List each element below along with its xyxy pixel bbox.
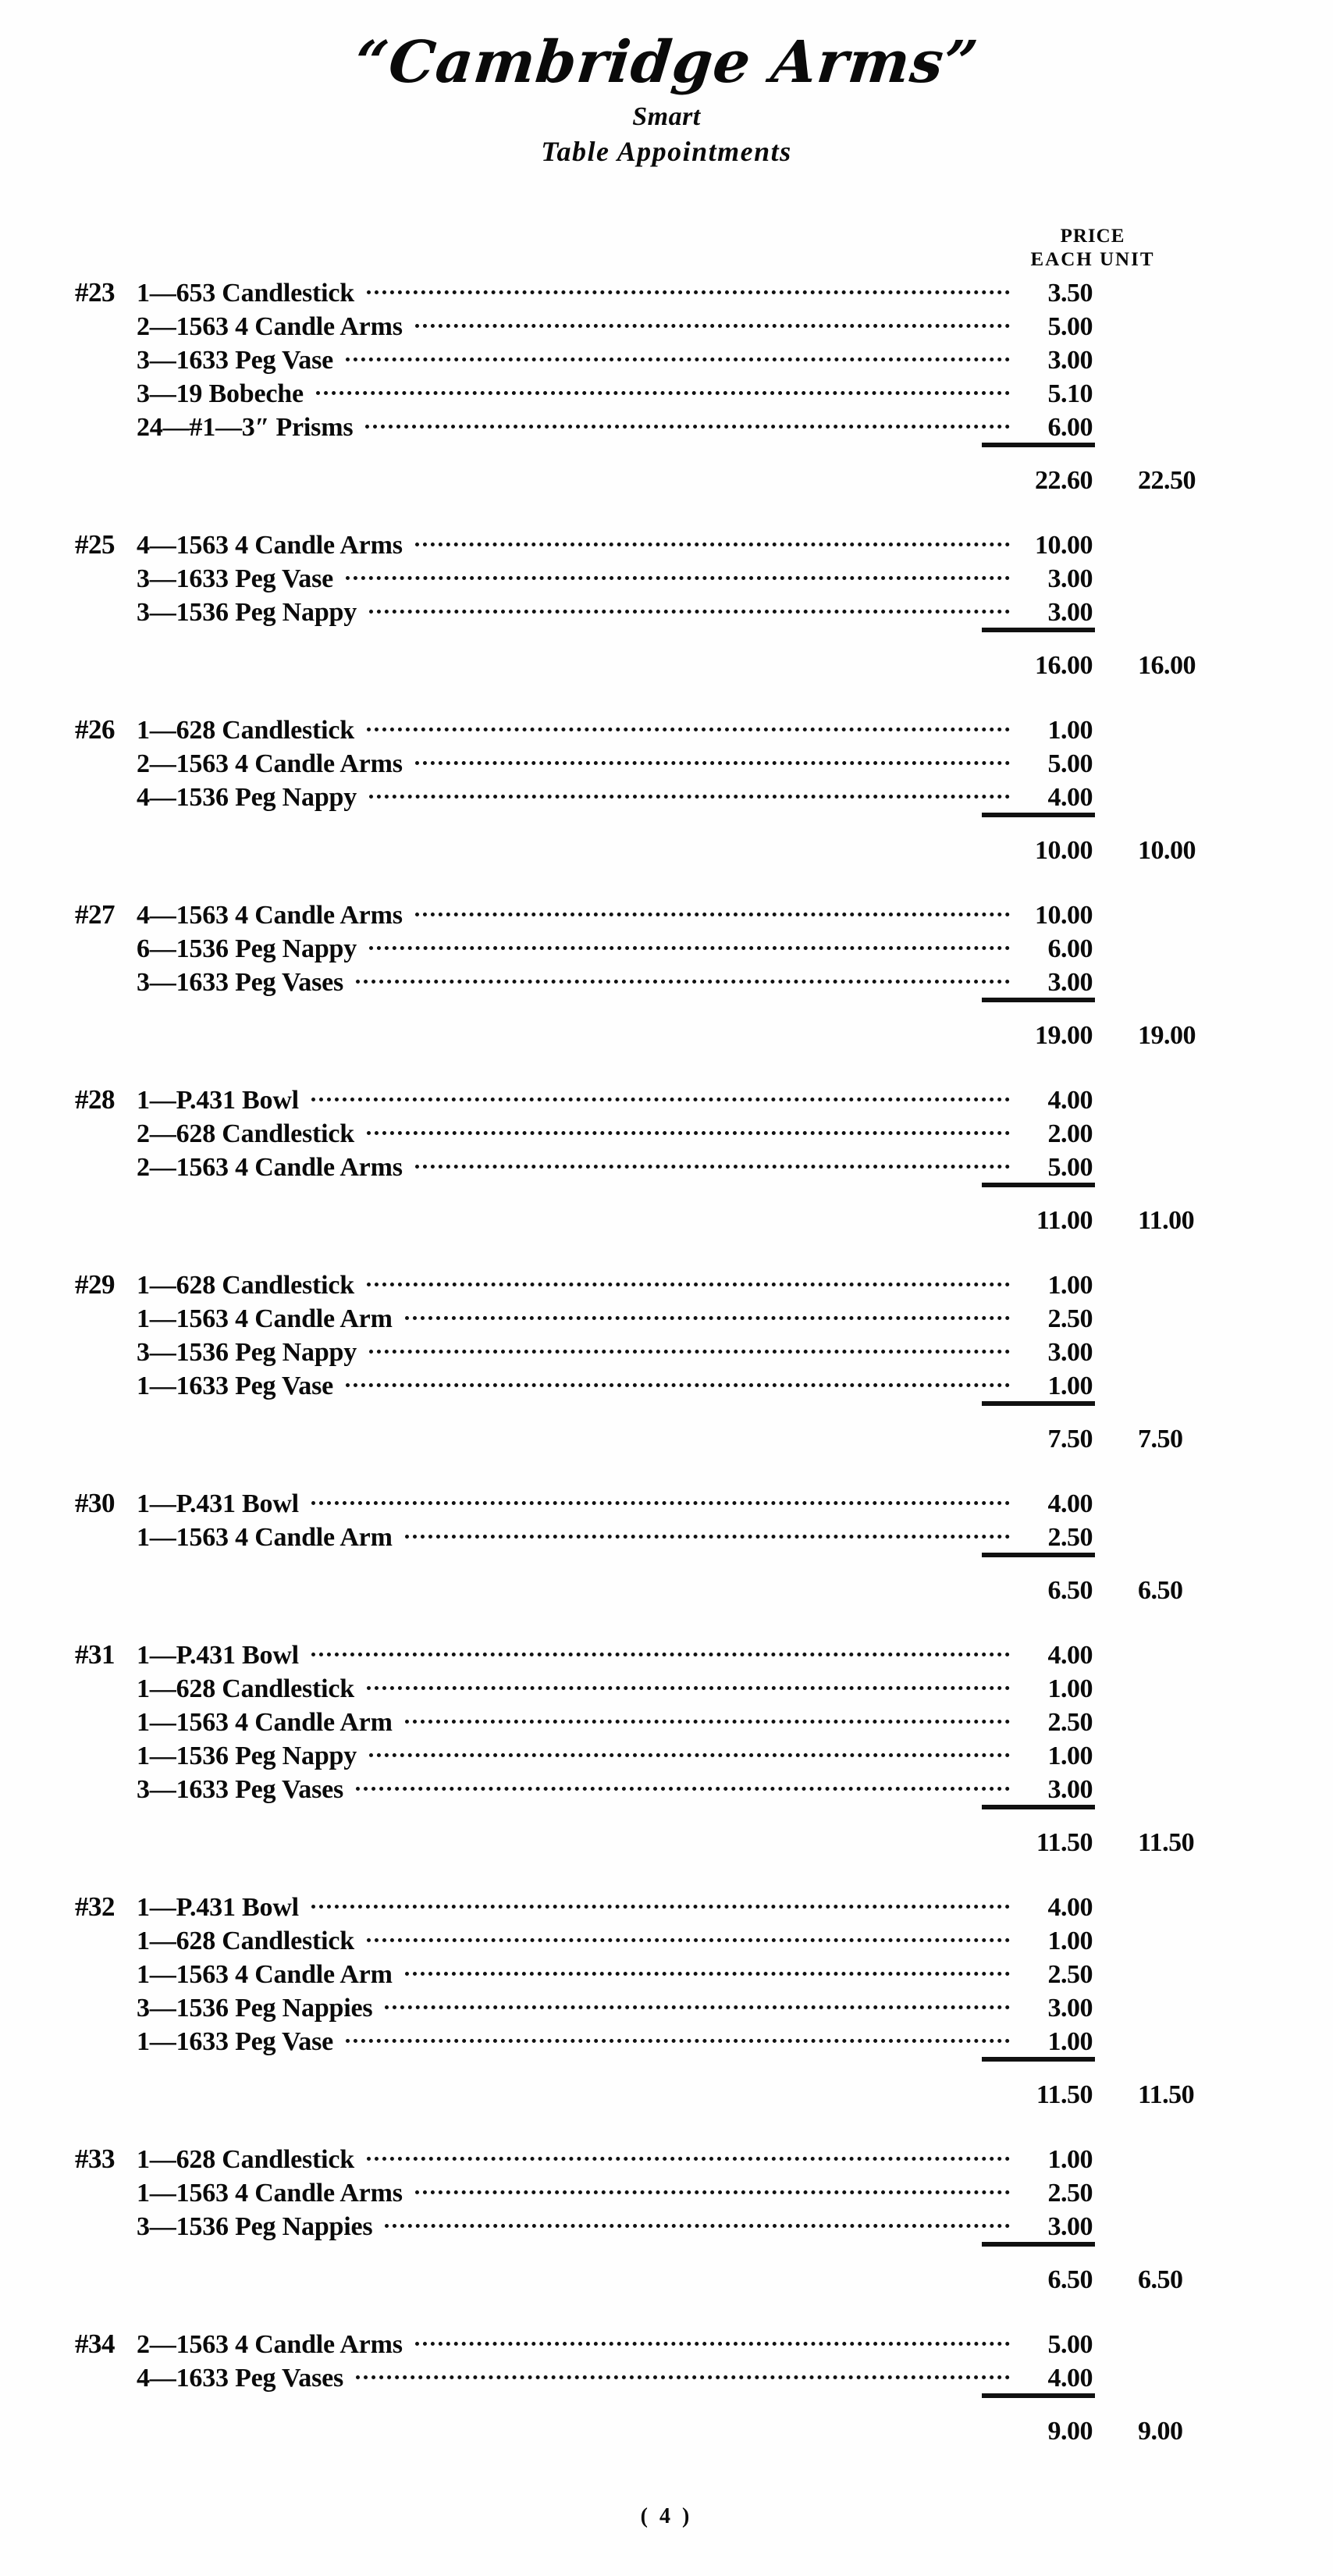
rule-spacer — [0, 998, 1021, 1021]
item-amount: 3.00 — [1047, 1775, 1093, 1804]
set-number: #29 — [75, 1269, 115, 1300]
price-header-line-2: EACH UNIT — [1030, 248, 1155, 270]
rule-spacer — [0, 2242, 1021, 2265]
set-unit-price: 7.50 — [1138, 1425, 1183, 1453]
item-row — [0, 2326, 1333, 2360]
item-amount: 2.50 — [1047, 1960, 1093, 1989]
rule-line — [982, 1805, 1095, 1809]
item-description: 4—1536 Peg Nappy — [137, 783, 357, 812]
set-block — [0, 712, 1333, 897]
item-amount: 10.00 — [1035, 531, 1093, 560]
item-description: 1—628 Candlestick — [137, 1271, 355, 1300]
item-row — [0, 1519, 1333, 1553]
subtotal-rule — [1021, 2393, 1138, 2417]
total-row — [0, 466, 1333, 507]
set-total: 6.50 — [1047, 2265, 1093, 2294]
rule-unit-spacer — [1138, 1553, 1333, 1576]
set-number: #25 — [75, 529, 115, 560]
item-amount: 4.00 — [1047, 1893, 1093, 1922]
set-unit-price: 11.50 — [1138, 1828, 1195, 1857]
item-row — [0, 1704, 1333, 1738]
total-row — [0, 1425, 1333, 1465]
item-amount: 2.50 — [1047, 2179, 1093, 2208]
rule-unit-spacer — [1138, 1183, 1333, 1206]
dot-leader — [346, 2023, 1010, 2050]
total-row — [0, 2080, 1333, 2121]
rule-line — [982, 1553, 1095, 1557]
item-description: 3—19 Bobeche — [137, 379, 304, 408]
subtotal-rule — [1021, 2057, 1138, 2080]
item-row — [0, 1082, 1333, 1115]
set-unit-price: 19.00 — [1138, 1021, 1196, 1050]
item-amount: 2.50 — [1047, 1523, 1093, 1552]
dot-leader — [316, 375, 1010, 402]
rule-spacer — [0, 2393, 1021, 2417]
set-block — [0, 527, 1333, 712]
rule-spacer — [0, 1553, 1021, 1576]
dot-leader — [311, 1485, 1010, 1512]
rule-spacer — [0, 1401, 1021, 1425]
dot-leader — [405, 1519, 1010, 1546]
subtotal-rule-row — [0, 998, 1333, 1021]
set-block — [0, 1267, 1333, 1485]
total-row — [0, 651, 1333, 692]
item-description: 3—1633 Peg Vases — [137, 1775, 344, 1804]
subtotal-rule — [1021, 998, 1138, 1021]
subtotal-rule-row — [0, 1183, 1333, 1206]
subtotal-rule-row — [0, 1805, 1333, 1828]
dot-leader — [415, 308, 1010, 335]
rule-line — [982, 813, 1095, 817]
item-description: 1—1633 Peg Vase — [137, 2027, 334, 2056]
item-description: 3—1536 Peg Nappy — [137, 598, 357, 627]
item-description: 4—1563 4 Candle Arms — [137, 901, 403, 930]
dot-leader — [369, 594, 1010, 621]
dot-leader — [356, 2360, 1010, 2386]
rule-line — [982, 1183, 1095, 1187]
item-amount: 3.00 — [1047, 968, 1093, 997]
item-amount: 3.00 — [1047, 1994, 1093, 2023]
item-amount: 1.00 — [1047, 1742, 1093, 1770]
rule-line — [982, 2242, 1095, 2247]
item-row — [0, 1267, 1333, 1300]
dot-leader — [311, 1637, 1010, 1663]
item-amount: 4.00 — [1047, 2364, 1093, 2393]
set-block — [0, 2326, 1333, 2478]
item-description: 1—628 Candlestick — [137, 2145, 355, 2174]
set-number: #33 — [75, 2144, 115, 2174]
set-list — [0, 275, 1333, 2478]
set-gap — [0, 1062, 1333, 1082]
set-total: 16.00 — [1035, 651, 1093, 680]
set-total: 11.00 — [1036, 1206, 1093, 1235]
dot-leader — [385, 1990, 1010, 2016]
item-row — [0, 964, 1333, 998]
item-row — [0, 1334, 1333, 1368]
dot-leader — [415, 897, 1010, 923]
dot-leader — [367, 2141, 1010, 2168]
item-amount: 5.00 — [1047, 1153, 1093, 1182]
brand-title: “Cambridge Arms” — [351, 29, 982, 96]
set-gap — [0, 2457, 1333, 2478]
item-description: 1—P.431 Bowl — [137, 1893, 299, 1922]
set-gap — [0, 1247, 1333, 1267]
item-row — [0, 1637, 1333, 1670]
set-gap — [0, 692, 1333, 712]
dot-leader — [367, 712, 1010, 738]
item-amount: 3.50 — [1047, 279, 1093, 308]
set-gap — [0, 2306, 1333, 2326]
subtotal-rule — [1021, 2242, 1138, 2265]
item-description: 1—1536 Peg Nappy — [137, 1742, 357, 1770]
dot-leader — [405, 1956, 1010, 1983]
set-unit-price: 6.50 — [1138, 2265, 1183, 2294]
item-amount: 10.00 — [1035, 901, 1093, 930]
item-description: 1—628 Candlestick — [137, 1927, 355, 1955]
dot-leader — [346, 1368, 1010, 1394]
item-amount: 1.00 — [1047, 716, 1093, 745]
subtotal-rule — [1021, 1553, 1138, 1576]
subtotal-rule-row — [0, 1553, 1333, 1576]
item-row — [0, 409, 1333, 443]
dot-leader — [367, 1670, 1010, 1697]
item-amount: 3.00 — [1047, 598, 1093, 627]
item-amount: 1.00 — [1047, 1927, 1093, 1955]
set-gap — [0, 1465, 1333, 1485]
dot-leader — [367, 1115, 1010, 1142]
rule-line — [982, 2393, 1095, 2398]
set-block — [0, 1485, 1333, 1637]
dot-leader — [415, 527, 1010, 553]
rule-unit-spacer — [1138, 2057, 1333, 2080]
set-number: #26 — [75, 714, 115, 745]
set-unit-price: 6.50 — [1138, 1576, 1183, 1605]
item-description: 1—1563 4 Candle Arm — [137, 1960, 393, 1989]
total-row — [0, 1206, 1333, 1247]
item-row — [0, 2360, 1333, 2393]
item-row — [0, 1889, 1333, 1923]
item-amount: 3.00 — [1047, 2212, 1093, 2241]
set-gap — [0, 1869, 1333, 1889]
set-number: #31 — [75, 1639, 115, 1670]
item-amount: 2.50 — [1047, 1708, 1093, 1737]
rule-line — [982, 1401, 1095, 1406]
rule-unit-spacer — [1138, 2242, 1333, 2265]
subtotal-rule-row — [0, 813, 1333, 836]
set-gap — [0, 2121, 1333, 2141]
item-amount: 3.00 — [1047, 564, 1093, 593]
item-row — [0, 1990, 1333, 2023]
item-row — [0, 1956, 1333, 1990]
item-amount: 5.00 — [1047, 2330, 1093, 2359]
dot-leader — [311, 1082, 1010, 1108]
item-row — [0, 308, 1333, 342]
rule-spacer — [0, 1183, 1021, 1206]
item-row — [0, 2023, 1333, 2057]
subtotal-rule — [1021, 813, 1138, 836]
item-amount: 3.00 — [1047, 1338, 1093, 1367]
set-total: 9.00 — [1047, 2417, 1093, 2446]
subtotal-rule-row — [0, 2242, 1333, 2265]
item-row — [0, 1368, 1333, 1401]
item-amount: 2.50 — [1047, 1304, 1093, 1333]
set-unit-price: 16.00 — [1138, 651, 1196, 680]
item-amount: 1.00 — [1047, 1271, 1093, 1300]
set-total: 11.50 — [1036, 1828, 1093, 1857]
price-column-header — [1015, 225, 1171, 271]
dot-leader — [385, 2208, 1010, 2235]
dot-leader — [346, 560, 1010, 587]
dot-leader — [346, 342, 1010, 368]
total-row — [0, 1021, 1333, 1062]
item-row — [0, 897, 1333, 930]
dot-leader — [415, 745, 1010, 772]
item-description: 2—1563 4 Candle Arms — [137, 312, 403, 341]
total-row — [0, 1828, 1333, 1869]
item-description: 1—1563 4 Candle Arms — [137, 2179, 403, 2208]
set-number: #28 — [75, 1084, 115, 1115]
rule-unit-spacer — [1138, 1401, 1333, 1425]
item-row — [0, 930, 1333, 964]
item-row — [0, 1923, 1333, 1956]
rule-unit-spacer — [1138, 813, 1333, 836]
set-block — [0, 1889, 1333, 2141]
rule-unit-spacer — [1138, 2393, 1333, 2417]
item-description: 3—1536 Peg Nappy — [137, 1338, 357, 1367]
rule-line — [982, 2057, 1095, 2062]
item-description: 4—1633 Peg Vases — [137, 2364, 344, 2393]
subtotal-rule — [1021, 443, 1138, 466]
item-amount: 4.00 — [1047, 1641, 1093, 1670]
set-block — [0, 275, 1333, 527]
set-unit-price: 9.00 — [1138, 2417, 1183, 2446]
set-gap — [0, 877, 1333, 897]
item-description: 3—1536 Peg Nappies — [137, 2212, 373, 2241]
item-row — [0, 1738, 1333, 1771]
subtitle-line-1: Smart — [632, 101, 701, 131]
dot-leader — [365, 409, 1010, 436]
item-row — [0, 275, 1333, 308]
set-total: 22.60 — [1035, 466, 1093, 495]
item-description: 3—1536 Peg Nappies — [137, 1994, 373, 2023]
item-row — [0, 745, 1333, 779]
item-description: 3—1633 Peg Vase — [137, 564, 334, 593]
item-amount: 1.00 — [1047, 2027, 1093, 2056]
set-unit-price: 22.50 — [1138, 466, 1196, 495]
set-number: #27 — [75, 899, 115, 930]
set-total: 7.50 — [1047, 1425, 1093, 1453]
item-description: 2—1563 4 Candle Arms — [137, 1153, 403, 1182]
rule-spacer — [0, 1805, 1021, 1828]
set-unit-price: 11.50 — [1138, 2080, 1195, 2109]
subtitle-line-2: Table Appointments — [541, 135, 792, 167]
subtotal-rule-row — [0, 2393, 1333, 2417]
rule-line — [982, 443, 1095, 447]
total-row — [0, 836, 1333, 877]
set-gap — [0, 1617, 1333, 1637]
set-block — [0, 2141, 1333, 2326]
item-row — [0, 342, 1333, 375]
set-total: 10.00 — [1035, 836, 1093, 865]
set-total: 6.50 — [1047, 1576, 1093, 1605]
item-row — [0, 1670, 1333, 1704]
dot-leader — [356, 1771, 1010, 1798]
price-header-line-1: PRICE — [1060, 226, 1125, 247]
total-row — [0, 2265, 1333, 2306]
dot-leader — [367, 1267, 1010, 1293]
dot-leader — [356, 964, 1010, 991]
item-description: 1—P.431 Bowl — [137, 1641, 299, 1670]
dot-leader — [369, 1738, 1010, 1764]
item-description: 3—1633 Peg Vases — [137, 968, 344, 997]
item-description: 2—1563 4 Candle Arms — [137, 749, 403, 778]
item-amount: 4.00 — [1047, 783, 1093, 812]
total-row — [0, 2417, 1333, 2457]
item-row — [0, 1115, 1333, 1149]
item-row — [0, 1300, 1333, 1334]
item-description: 1—1633 Peg Vase — [137, 1372, 334, 1400]
rule-unit-spacer — [1138, 998, 1333, 1021]
item-amount: 5.00 — [1047, 312, 1093, 341]
dot-leader — [405, 1704, 1010, 1731]
set-number: #30 — [75, 1488, 115, 1518]
subtotal-rule — [1021, 1805, 1138, 1828]
rule-unit-spacer — [1138, 628, 1333, 651]
item-description: 6—1536 Peg Nappy — [137, 934, 357, 963]
item-row — [0, 594, 1333, 628]
set-gap — [0, 507, 1333, 527]
item-amount: 1.00 — [1047, 1372, 1093, 1400]
set-block — [0, 1082, 1333, 1267]
set-block — [0, 897, 1333, 1082]
set-total: 19.00 — [1035, 1021, 1093, 1050]
item-amount: 5.10 — [1047, 379, 1093, 408]
dot-leader — [369, 930, 1010, 957]
set-unit-price: 11.00 — [1138, 1206, 1195, 1235]
item-description: 1—1563 4 Candle Arm — [137, 1523, 393, 1552]
item-row — [0, 779, 1333, 813]
item-amount: 1.00 — [1047, 2145, 1093, 2174]
item-row — [0, 560, 1333, 594]
item-row — [0, 1771, 1333, 1805]
dot-leader — [369, 779, 1010, 806]
item-amount: 6.00 — [1047, 413, 1093, 442]
item-description: 1—P.431 Bowl — [137, 1086, 299, 1115]
item-description: 2—628 Candlestick — [137, 1119, 355, 1148]
item-row — [0, 2141, 1333, 2175]
item-description: 4—1563 4 Candle Arms — [137, 531, 403, 560]
item-description: 1—1563 4 Candle Arm — [137, 1304, 393, 1333]
total-row — [0, 1576, 1333, 1617]
item-description: 24—#1—3″ Prisms — [137, 413, 354, 442]
subtotal-rule-row — [0, 628, 1333, 651]
item-amount: 1.00 — [1047, 1674, 1093, 1703]
item-amount: 5.00 — [1047, 749, 1093, 778]
item-description: 2—1563 4 Candle Arms — [137, 2330, 403, 2359]
rule-line — [982, 628, 1095, 632]
item-amount: 4.00 — [1047, 1086, 1093, 1115]
page-folio: ( 4 ) — [640, 2504, 693, 2528]
rule-unit-spacer — [1138, 1805, 1333, 1828]
dot-leader — [369, 1334, 1010, 1361]
item-description: 1—653 Candlestick — [137, 279, 355, 308]
dot-leader — [415, 1149, 1010, 1176]
subtotal-rule-row — [0, 443, 1333, 466]
item-row — [0, 2175, 1333, 2208]
set-total: 11.50 — [1036, 2080, 1093, 2109]
item-amount: 6.00 — [1047, 934, 1093, 963]
subtotal-rule-row — [0, 2057, 1333, 2080]
item-description: 1—P.431 Bowl — [137, 1489, 299, 1518]
set-number: #32 — [75, 1891, 115, 1922]
dot-leader — [405, 1300, 1010, 1327]
subtotal-rule — [1021, 1401, 1138, 1425]
item-row — [0, 712, 1333, 745]
item-row — [0, 527, 1333, 560]
item-description: 1—628 Candlestick — [137, 1674, 355, 1703]
item-row — [0, 375, 1333, 409]
item-amount: 3.00 — [1047, 346, 1093, 375]
set-number: #34 — [75, 2329, 115, 2359]
rule-line — [982, 998, 1095, 1002]
rule-unit-spacer — [1138, 443, 1333, 466]
rule-spacer — [0, 2057, 1021, 2080]
rule-spacer — [0, 813, 1021, 836]
masthead — [0, 0, 1333, 168]
dot-leader — [367, 275, 1010, 301]
subtotal-rule — [1021, 1183, 1138, 1206]
item-description: 3—1633 Peg Vase — [137, 346, 334, 375]
rule-spacer — [0, 628, 1021, 651]
item-row — [0, 1485, 1333, 1519]
rule-spacer — [0, 443, 1021, 466]
subtotal-rule-row — [0, 1401, 1333, 1425]
item-row — [0, 2208, 1333, 2242]
item-row — [0, 1149, 1333, 1183]
item-description: 1—628 Candlestick — [137, 716, 355, 745]
dot-leader — [311, 1889, 1010, 1916]
dot-leader — [415, 2175, 1010, 2201]
item-description: 1—1563 4 Candle Arm — [137, 1708, 393, 1737]
item-amount: 2.00 — [1047, 1119, 1093, 1148]
item-amount: 4.00 — [1047, 1489, 1093, 1518]
set-unit-price: 10.00 — [1138, 836, 1196, 865]
dot-leader — [415, 2326, 1010, 2353]
subtotal-rule — [1021, 628, 1138, 651]
set-block — [0, 1637, 1333, 1889]
dot-leader — [367, 1923, 1010, 1949]
set-number: #23 — [75, 277, 115, 308]
